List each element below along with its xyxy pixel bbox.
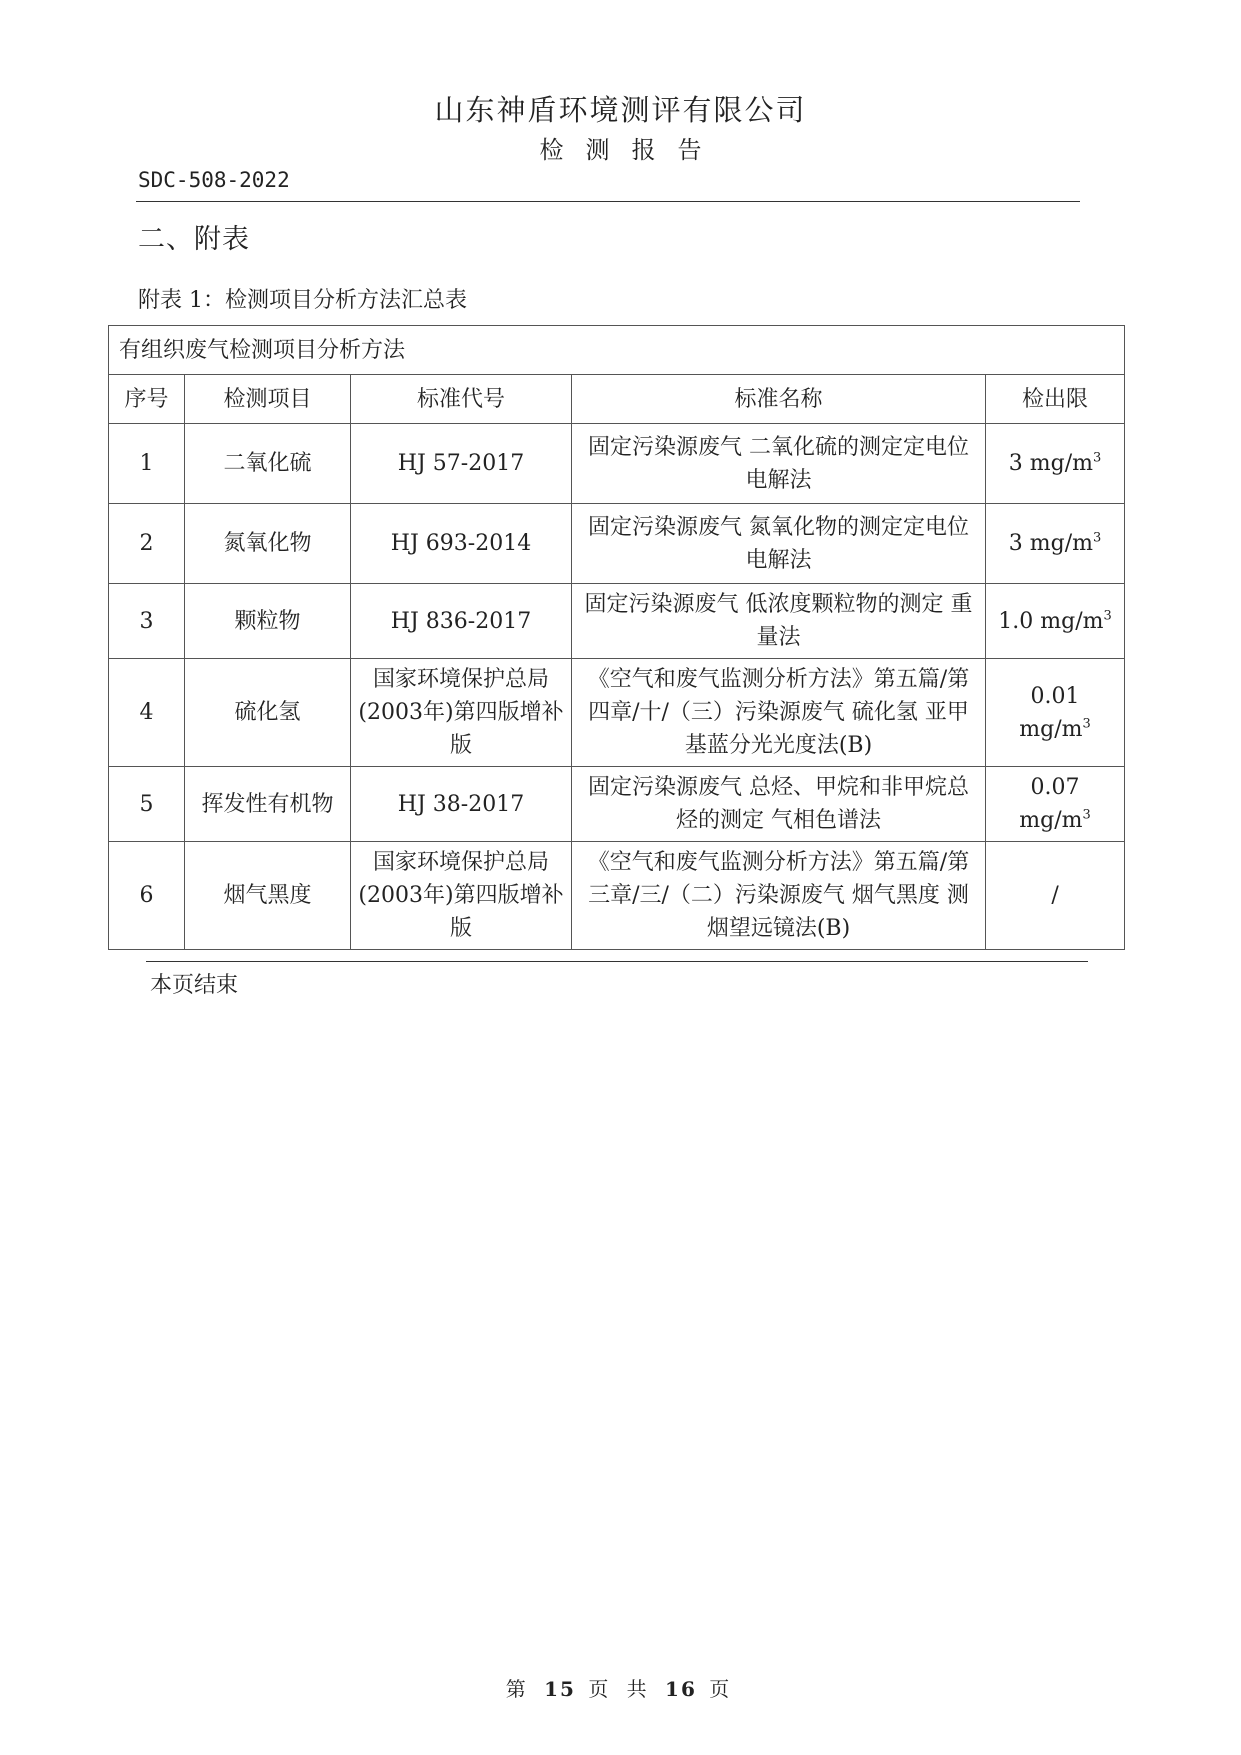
section-title: 二、附表 <box>138 224 250 255</box>
row-number: 2 <box>109 504 185 584</box>
detection-limit <box>986 424 1125 504</box>
page-suffix: 页 <box>709 1677 736 1701</box>
limit-value: 3 mg/m <box>1008 531 1093 556</box>
table-row <box>109 424 1125 504</box>
standard-code: HJ 836-2017 <box>351 584 572 659</box>
detection-limit <box>986 504 1125 584</box>
table-row <box>109 504 1125 584</box>
end-of-page-note: 本页结束 <box>150 973 239 998</box>
test-item: 氮氧化物 <box>185 504 351 584</box>
detection-limit <box>986 767 1125 842</box>
test-item: 烟气黑度 <box>185 842 351 950</box>
limit-exponent: 3 <box>1082 716 1091 732</box>
detection-limit <box>986 584 1125 659</box>
column-header: 标准名称 <box>572 375 986 424</box>
page-prefix: 第 <box>505 1677 532 1701</box>
row-number: 4 <box>109 659 185 767</box>
end-divider <box>146 961 1088 962</box>
limit-exponent: 3 <box>1092 450 1102 466</box>
column-header: 标准代号 <box>351 375 572 424</box>
test-item: 挥发性有机物 <box>185 767 351 842</box>
standard-code: 国家环境保护总局(2003年)第四版增补版 <box>351 659 572 767</box>
header-divider <box>136 201 1080 202</box>
limit-value: 3 mg/m <box>1008 451 1093 476</box>
column-header: 检出限 <box>986 375 1125 424</box>
limit-value: 1.0 mg/m <box>998 608 1104 634</box>
limit-value: 0.01 mg/m <box>1019 683 1083 742</box>
methods-table <box>108 325 1125 950</box>
page-number <box>0 1673 1241 1702</box>
table-row <box>109 767 1125 842</box>
column-header: 序号 <box>109 375 185 424</box>
standard-name: 固定污染源废气 低浓度颗粒物的测定 重量法 <box>572 584 986 659</box>
test-item: 颗粒物 <box>185 584 351 659</box>
report-number: SDC-508-2022 <box>138 168 290 192</box>
row-number: 6 <box>109 842 185 950</box>
limit-exponent: 3 <box>1092 530 1102 546</box>
row-number: 1 <box>109 424 185 504</box>
row-number: 5 <box>109 767 185 842</box>
table-row <box>109 584 1125 659</box>
report-subtitle: 检测报告 <box>539 136 724 164</box>
test-item: 硫化氢 <box>185 659 351 767</box>
limit-exponent: 3 <box>1103 608 1112 624</box>
column-header: 检测项目 <box>185 375 351 424</box>
table-caption: 附表 1：检测项目分析方法汇总表 <box>138 288 467 313</box>
standard-code: HJ 57-2017 <box>351 424 572 504</box>
current-page: 15 <box>544 1677 576 1701</box>
standard-code: 国家环境保护总局(2003年)第四版增补版 <box>351 842 572 950</box>
standard-name: 固定污染源废气 二氧化硫的测定定电位电解法 <box>572 424 986 504</box>
standard-code: HJ 38-2017 <box>351 767 572 842</box>
total-pages: 16 <box>665 1677 697 1701</box>
standard-code: HJ 693-2014 <box>351 504 572 584</box>
limit-exponent: 3 <box>1082 807 1091 823</box>
page-middle: 页 共 <box>588 1677 653 1701</box>
standard-name: 固定污染源废气 总烃、甲烷和非甲烷总烃的测定 气相色谱法 <box>572 767 986 842</box>
standard-name: 《空气和废气监测分析方法》第五篇/第三章/三/（二）污染源废气 烟气黑度 测烟望远镜法(B) <box>572 842 986 950</box>
standard-name: 固定污染源废气 氮氧化物的测定定电位电解法 <box>572 504 986 584</box>
table-row <box>109 842 1125 950</box>
row-number: 3 <box>109 584 185 659</box>
table-header-row <box>109 375 1125 424</box>
company-name: 山东神盾环境测评有限公司 <box>434 93 807 127</box>
test-item: 二氧化硫 <box>185 424 351 504</box>
detection-limit <box>986 659 1125 767</box>
detection-limit <box>986 842 1125 950</box>
table-title: 有组织废气检测项目分析方法 <box>109 326 1125 375</box>
table-row <box>109 659 1125 767</box>
standard-name: 《空气和废气监测分析方法》第五篇/第四章/十/（三）污染源废气 硫化氢 亚甲基蓝分光光度法(B) <box>572 659 986 767</box>
limit-value: / <box>1051 883 1059 908</box>
limit-value: 0.07 mg/m <box>1019 775 1083 833</box>
